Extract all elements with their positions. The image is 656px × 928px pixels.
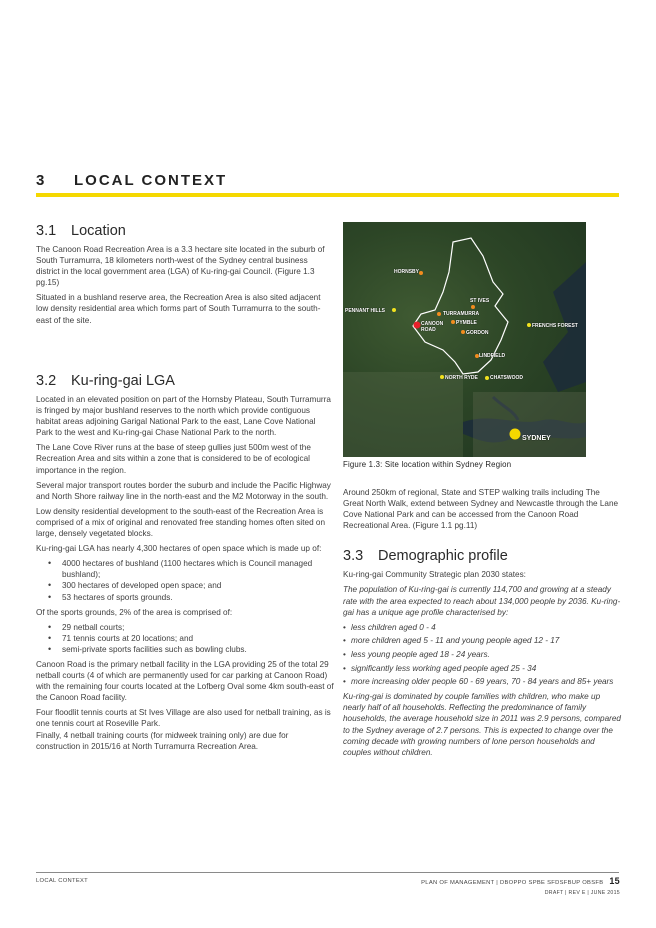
list-item: • 53 hectares of sports grounds. [62, 592, 334, 603]
list-item: • 300 hectares of developed open space; and [62, 580, 334, 591]
section-heading-lga [36, 372, 334, 390]
chapter-rule [36, 193, 619, 197]
map-label-hornsby: HORNSBY [394, 269, 420, 275]
paragraph: Ku-ring-gai Community Strategic plan 2030 states: [343, 570, 526, 580]
footer-revision: DRAFT | REV E | JUNE 2015 [544, 890, 620, 896]
map-graphic [343, 222, 586, 457]
paragraph: Finally, 4 netball training courts (for midweek training only) are due for construction in 2015/16 at North Turramurra Recreation Area. [36, 730, 289, 751]
open-space-list [36, 558, 334, 602]
marker-pennant-hills [392, 308, 396, 312]
paragraph: Around 250km of regional, State and STEP walking trails including The Great North Walk, extend between Sydney and Newcastle through the Lane Cove National Park and can be accessed from the Canoon Road Recreational Area. (Figure 1.1 pg.11) [343, 488, 619, 531]
map-label-turramurra: TURRAMURRA [443, 311, 480, 317]
page-number: 15 [609, 876, 620, 886]
paragraph: Four floodlit tennis courts at St Ives Village are also used for netball training, as is one tennis court at Roseville Park. [36, 708, 331, 729]
marker-sydney [510, 429, 521, 440]
paragraph: Ku-ring-gai LGA has nearly 4,300 hectares of open space which is made up of: [36, 544, 322, 554]
marker-st-ives [471, 305, 475, 309]
right-column [343, 487, 621, 762]
list-item: • semi-private sports facilities such as bowling clubs. [62, 644, 334, 655]
age-profile-list [343, 622, 621, 687]
section-number: 3.1 [36, 223, 57, 239]
chapter-number: 3 [36, 172, 46, 189]
marker-north-ryde [440, 375, 444, 379]
section-number: 3.3 [343, 548, 364, 565]
marker-chatswood [485, 376, 489, 380]
map-label-gordon: GORDON [466, 330, 489, 336]
paragraph: The Canoon Road Recreation Area is a 3.3 hectare site located in the suburb of South Turramurra, 18 kilometers north-west of the Sydney central business district in the local government area (LGA) of Ku-ring-gai Council. (Figure 1.3 pg.15) [36, 245, 325, 288]
section-lga [36, 372, 334, 756]
map-label-frenchs-forest: FRENCHS FOREST [532, 323, 578, 329]
paragraph: Of the sports grounds, 2% of the area is comprised of: [36, 607, 233, 617]
list-item: • less children aged 0 - 4 [343, 622, 621, 633]
list-item: • significantly less working aged people aged 25 - 34 [343, 663, 621, 674]
site-location-map [343, 222, 586, 457]
section-number: 3.2 [36, 373, 57, 389]
marker-pymble [451, 320, 455, 324]
footer-document-title [421, 876, 620, 886]
map-label-sydney: SYDNEY [522, 435, 551, 442]
marker-frenchs-forest [527, 323, 531, 327]
paragraph: Canoon Road is the primary netball facility in the LGA providing 25 of the total 29 netball courts (4 of which are permanently used for car parking at Canoon Road) with the remaining four courts located at the Lofberg Oval some 4km south-east of the Canoon Road facility. [36, 659, 334, 703]
section-title: Location [71, 223, 126, 239]
marker-canoon-road [414, 322, 421, 329]
map-label-pennant-hills: PENNANT HILLS [345, 308, 385, 314]
paragraph: Low density residential development to the south-east of the Recreation Area is comprised of a mix of original and renovated free standing homes often sited on large, densely vegetated blocks. [36, 506, 326, 539]
map-label-canoon-road: CANOON ROAD [421, 321, 444, 333]
section-title: Demographic profile [378, 548, 508, 565]
paragraph: Located in an elevated position on part of the Hornsby Plateau, South Turramurra is fringed by major bushland reserves to the north which provide contiguous habitat areas adjoining Garigal National Park to the east, Lane Cove National Park to the west and Ku-ring-gai Chase National Park to the north. [36, 395, 331, 438]
quote-paragraph: The population of Ku-ring-gai is currently 114,700 and growing at a steady rate with the area expected to reach about 134,000 people by 2036. Ku-ring-gai has a unique age profile characterised by: [343, 585, 621, 617]
chapter-title: LOCAL CONTEXT [74, 172, 228, 189]
list-item: • 4000 hectares of bushland (1100 hectares which is Council managed bushland); [62, 558, 334, 580]
list-item: • more children aged 5 - 11 and young people aged 12 - 17 [343, 635, 621, 646]
paragraph: Several major transport routes border the suburb and include the Pacific Highway and North Shore railway line in the north-east and the M2 Motorway in the south. [36, 480, 331, 501]
section-location [36, 222, 332, 330]
list-item: • 71 tennis courts at 20 locations; and [62, 633, 334, 644]
list-item: • 29 netball courts; [62, 622, 334, 633]
map-label-lindfield: LINDFIELD [479, 353, 506, 359]
section-title: Ku-ring-gai LGA [71, 373, 175, 389]
map-label-st-ives: ST IVES [470, 298, 490, 304]
section-heading-demographic [343, 547, 621, 565]
map-label-chatswood: CHATSWOOD [490, 375, 523, 381]
list-item: • more increasing older people 60 - 69 years, 70 - 84 years and 85+ years [343, 676, 621, 687]
sports-list [36, 622, 334, 655]
marker-turramurra [437, 312, 441, 316]
marker-hornsby [419, 271, 423, 275]
footer-rule [36, 872, 619, 873]
footer-title: PLAN OF MANAGEMENT | DBOPPO SPBE SFDSFBUP OBSFB [421, 880, 604, 886]
paragraph: The Lane Cove River runs at the base of steep gullies just 500m west of the Recreation Area and sits within a zone that is considered to be of ecological importance in the region. [36, 443, 311, 475]
marker-gordon [461, 330, 465, 334]
quote-paragraph: Ku-ring-gai is dominated by couple families with children, who make up nearly half of all households. Reflecting the predominance of family households, the average household size in 2011 was 2.9 persons, compared to the Sydney average of 2.7 persons. This is expected to change over the coming decade with growing numbers of lone person households and couples without children. [343, 692, 621, 757]
footer-section-name: LOCAL CONTEXT [36, 878, 89, 884]
figure-caption: Figure 1.3: Site location within Sydney Region [343, 460, 512, 469]
map-label-north-ryde: NORTH RYDE [445, 375, 478, 381]
paragraph: Situated in a bushland reserve area, the Recreation Area is also sited adjacent low density residential area which forms part of South Turramurra to the south-east of the site. [36, 293, 321, 325]
list-item: • less young people aged 18 - 24 years. [343, 649, 621, 660]
section-heading-location [36, 222, 332, 240]
map-label-pymble: PYMBLE [456, 320, 477, 326]
